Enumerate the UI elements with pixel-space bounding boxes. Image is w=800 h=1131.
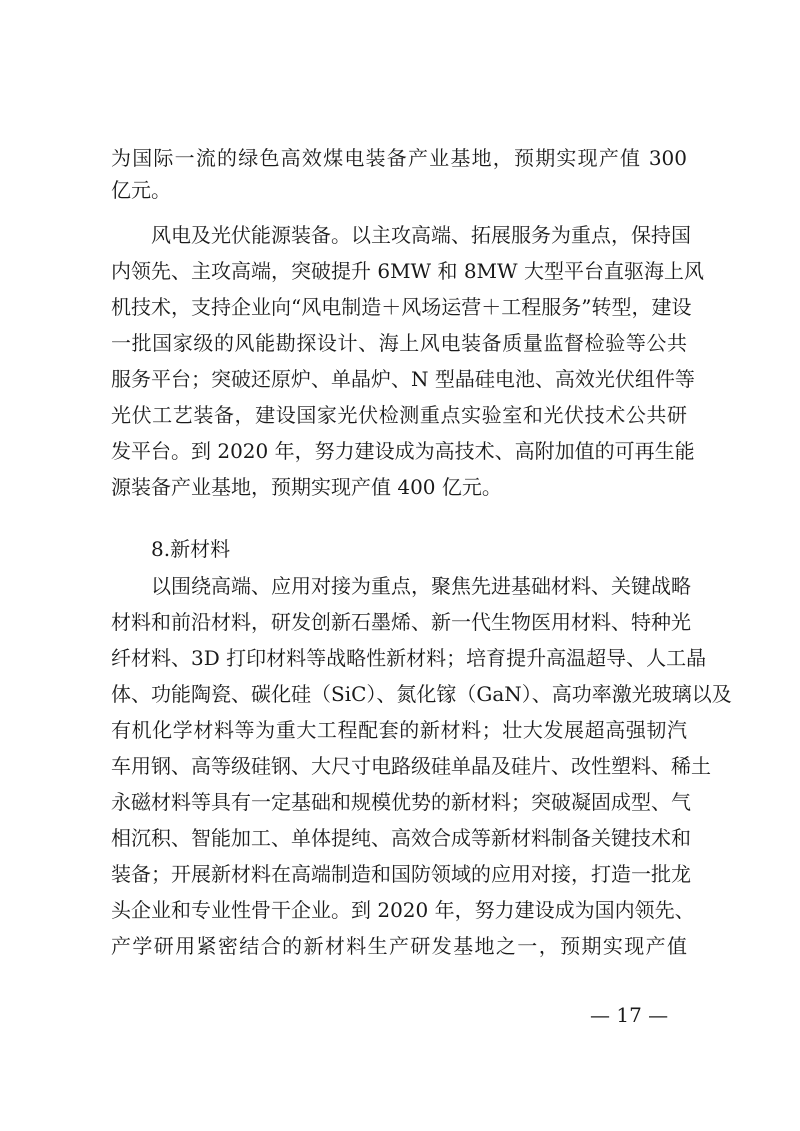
text-line: 产学研用紧密结合的新材料生产研发基地之一，预期实现产值 — [111, 934, 687, 958]
text-line: 头企业和专业性骨干企业。到 2020 年，努力建设成为国内领先、 — [111, 898, 695, 922]
text-line: 源装备产业基地，预期实现产值 400 亿元。 — [111, 475, 502, 499]
text-line: 一批国家级的风能勘探设计、海上风电装备质量监督检验等公共 — [111, 331, 687, 355]
text-line: 有机化学材料等为重大工程配套的新材料；壮大发展超高强韧汽 — [111, 718, 687, 742]
text-line: 内领先、主攻高端，突破提升 6MW 和 8MW 大型平台直驱海上风 — [111, 259, 704, 283]
page-number: — 17 — — [590, 1003, 669, 1027]
text-line: 发平台。到 2020 年，努力建设成为高技术、高附加值的可再生能 — [111, 439, 695, 463]
text-line: 机技术，支持企业向“风电制造＋风场运营＋工程服务”转型，建设 — [111, 295, 692, 319]
text-line: 材料和前沿材料，研发创新石墨烯、新一代生物医用材料、特种光 — [111, 610, 691, 634]
text-line: 光伏工艺装备，建设国家光伏检测重点实验室和光伏技术公共研 — [111, 403, 687, 427]
text-line: 纤材料、3D 打印材料等战略性新材料；培育提升高温超导、人工晶 — [111, 646, 707, 670]
text-line: 永磁材料等具有一定基础和规模优势的新材料；突破凝固成型、气 — [111, 790, 691, 814]
text-line: 为国际一流的绿色高效煤电装备产业基地，预期实现产值 300 — [111, 146, 687, 170]
section-heading: 8.新材料 — [151, 537, 231, 561]
section-heading-line: 风电及光伏能源装备。以主攻高端、拓展服务为重点，保持国 — [151, 223, 691, 247]
text-line: 亿元。 — [111, 178, 171, 202]
text-line: 以围绕高端、应用对接为重点，聚焦先进基础材料、关键战略 — [151, 574, 691, 598]
text-line: 体、功能陶瓷、碳化硅（SiC）、氮化镓（GaN）、高功率激光玻璃以及 — [111, 682, 732, 706]
text-line: 相沉积、智能加工、单体提纯、高效合成等新材料制备关键技术和 — [111, 826, 691, 850]
text-line: 装备；开展新材料在高端制造和国防领域的应用对接，打造一批龙 — [111, 862, 691, 886]
text-line: 车用钢、高等级硅钢、大尺寸电路级硅单晶及硅片、改性塑料、稀土 — [111, 754, 711, 778]
text-line: 服务平台；突破还原炉、单晶炉、N 型晶硅电池、高效光伏组件等 — [111, 367, 695, 391]
